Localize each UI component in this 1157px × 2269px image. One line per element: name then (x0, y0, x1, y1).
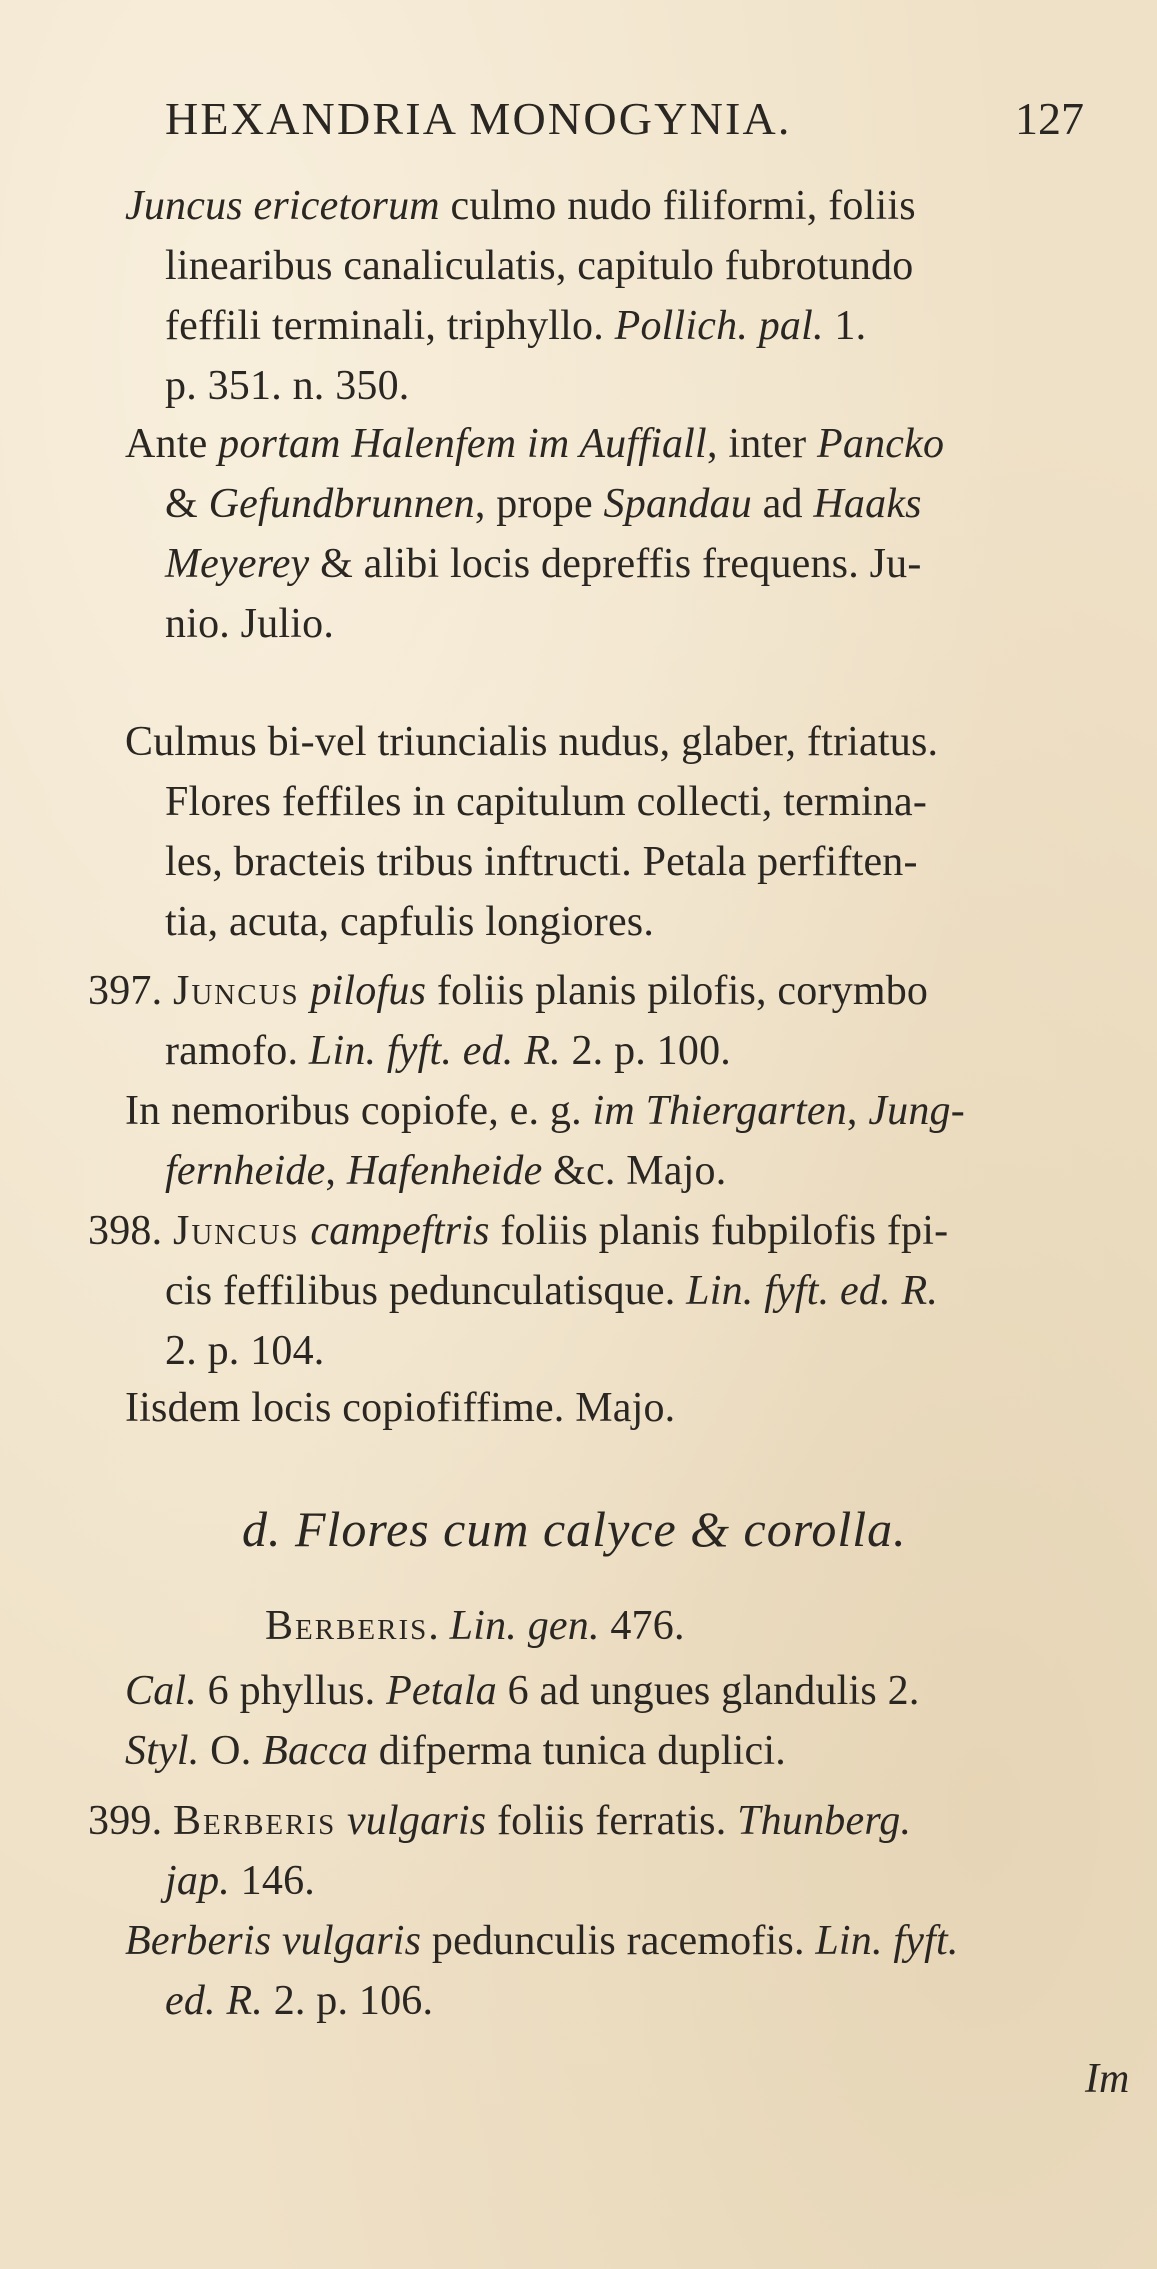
place-name: Spandau (603, 481, 752, 527)
text-span: cis feffilibus pedunculatisque. (165, 1268, 687, 1314)
text-line (165, 776, 927, 828)
text-line (165, 1265, 938, 1317)
place-name: im Thiergarten (592, 1088, 847, 1134)
text-span: ramofo. (165, 1028, 309, 1074)
species-epithet: vulgaris (346, 1798, 487, 1844)
text-line (125, 1915, 959, 1967)
text-span: , prope (474, 481, 604, 527)
text-line (165, 360, 410, 412)
text-line (165, 896, 654, 948)
text-span: difperma tunica duplici. (368, 1728, 786, 1774)
text-span (300, 1208, 311, 1254)
text-span: , (325, 1148, 347, 1194)
genus-name: Berberis (173, 1798, 337, 1844)
text-line (125, 1725, 786, 1777)
text-span: culmo nudo filiformi, foliis (439, 183, 916, 229)
reference: Lin. fyft. ed. R. (686, 1268, 939, 1314)
term: Styl. (125, 1728, 200, 1774)
text-span: In nemoribus copiofe, e. g. (125, 1088, 593, 1134)
text-span: &c. Majo. (542, 1148, 727, 1194)
entry-number: 398. (88, 1208, 173, 1254)
text-line (165, 836, 918, 888)
text-line (125, 1382, 675, 1434)
text-line (165, 538, 922, 590)
text-line (165, 1325, 325, 1377)
text-span: 2. p. 104. (165, 1328, 325, 1374)
text-line (165, 1975, 433, 2027)
text-span: 146. (229, 1858, 315, 1904)
reference: Lin. gen. (449, 1603, 600, 1649)
text-line (165, 1025, 731, 1077)
text-line (165, 478, 922, 530)
text-span: 6 phyllus. (196, 1668, 387, 1714)
text-span: p. 351. n. 350. (165, 363, 410, 409)
reference: ed. R. (165, 1978, 263, 2024)
text-line (165, 300, 866, 352)
text-line (125, 1085, 965, 1137)
text-line (125, 180, 916, 232)
text-span: nio. Julio. (165, 601, 335, 647)
genus-name: Juncus (173, 1208, 300, 1254)
text-span: , (846, 1088, 869, 1134)
term: Petala (386, 1668, 497, 1714)
text-line (125, 716, 938, 768)
page-number: 127 (1015, 93, 1084, 144)
text-span: 6 ad ungues glandulis 2. (496, 1668, 920, 1714)
genus-name: Juncus (173, 968, 300, 1014)
term: Bacca (262, 1728, 369, 1774)
text-span: Flores feffiles in capitulum collecti, termina- (165, 779, 928, 825)
entry-number: 397. (88, 968, 173, 1014)
text-span: 2. p. 106. (263, 1978, 434, 2024)
text-span: foliis planis pilofis, corymbo (426, 968, 929, 1014)
text-span: feffili terminali, triphyllo. (165, 303, 615, 349)
species-epithet: pilofus (310, 968, 427, 1014)
term: Cal. (125, 1668, 197, 1714)
text-line (88, 1205, 948, 1257)
reference: Lin. fyft. ed. R. (308, 1028, 561, 1074)
text-span: O. (199, 1728, 263, 1774)
text-span: 476. (599, 1603, 685, 1649)
place-name: Gefundbrunnen (208, 481, 475, 527)
text-span (300, 968, 311, 1014)
species-name: Juncus ericetorum (125, 183, 440, 229)
text-span (336, 1798, 347, 1844)
text-line (265, 1600, 685, 1652)
reference: Pollich. pal. (614, 303, 824, 349)
text-span: ad (751, 481, 814, 527)
text-span: , inter (706, 421, 818, 467)
text-span: 1. (823, 303, 867, 349)
text-span: les, bracteis tribus inftructi. Petala perfiften- (165, 839, 918, 885)
text-line (125, 1665, 920, 1717)
text-line (165, 1145, 726, 1197)
place-name: Haaks (813, 481, 922, 527)
text-span: 2. p. 100. (560, 1028, 731, 1074)
text-span: foliis ferratis. (486, 1798, 738, 1844)
text-span: Culmus bi-vel triuncialis nudus, glaber, ftriatus. (125, 719, 939, 765)
text-span: & alibi locis depreffis frequens. Ju- (309, 541, 922, 587)
reference: jap. (165, 1858, 230, 1904)
text-line (165, 240, 913, 292)
text-line (88, 1795, 911, 1847)
text-span: & (165, 481, 209, 527)
place-name: portam Halenfem im Auffiall (218, 421, 707, 467)
place-name: Hafenheide (346, 1148, 543, 1194)
running-title: HEXANDRIA MONOGYNIA. (165, 93, 792, 144)
section-title: d. Flores cum calyce & corolla. (242, 1501, 907, 1557)
place-name: fernheide (165, 1148, 326, 1194)
text-line (165, 1855, 315, 1907)
text-line (165, 598, 334, 650)
text-span: . (428, 1603, 450, 1649)
place-name: Meyerey (165, 541, 310, 587)
reference: Lin. fyft. (815, 1918, 959, 1964)
text-span: pedunculis racemofis. (421, 1918, 816, 1964)
species-epithet: campeftris (310, 1208, 490, 1254)
text-span: foliis planis fubpilofis fpi- (489, 1208, 949, 1254)
genus-name: Berberis (265, 1603, 429, 1649)
entry-number: 399. (88, 1798, 173, 1844)
catchword: Im (1085, 2056, 1130, 2102)
text-span: tia, acuta, capfulis longiores. (165, 899, 655, 945)
place-name: Jung- (868, 1088, 965, 1134)
text-span: Ante (125, 421, 219, 467)
text-line (125, 418, 944, 470)
species-name: Berberis vulgaris (125, 1918, 422, 1964)
text-line (88, 965, 928, 1017)
text-span: linearibus canaliculatis, capitulo fubrotundo (165, 243, 914, 289)
text-span: Iisdem locis copiofiffime. Majo. (125, 1385, 676, 1431)
place-name: Pancko (817, 421, 945, 467)
reference: Thunberg. (737, 1798, 912, 1844)
